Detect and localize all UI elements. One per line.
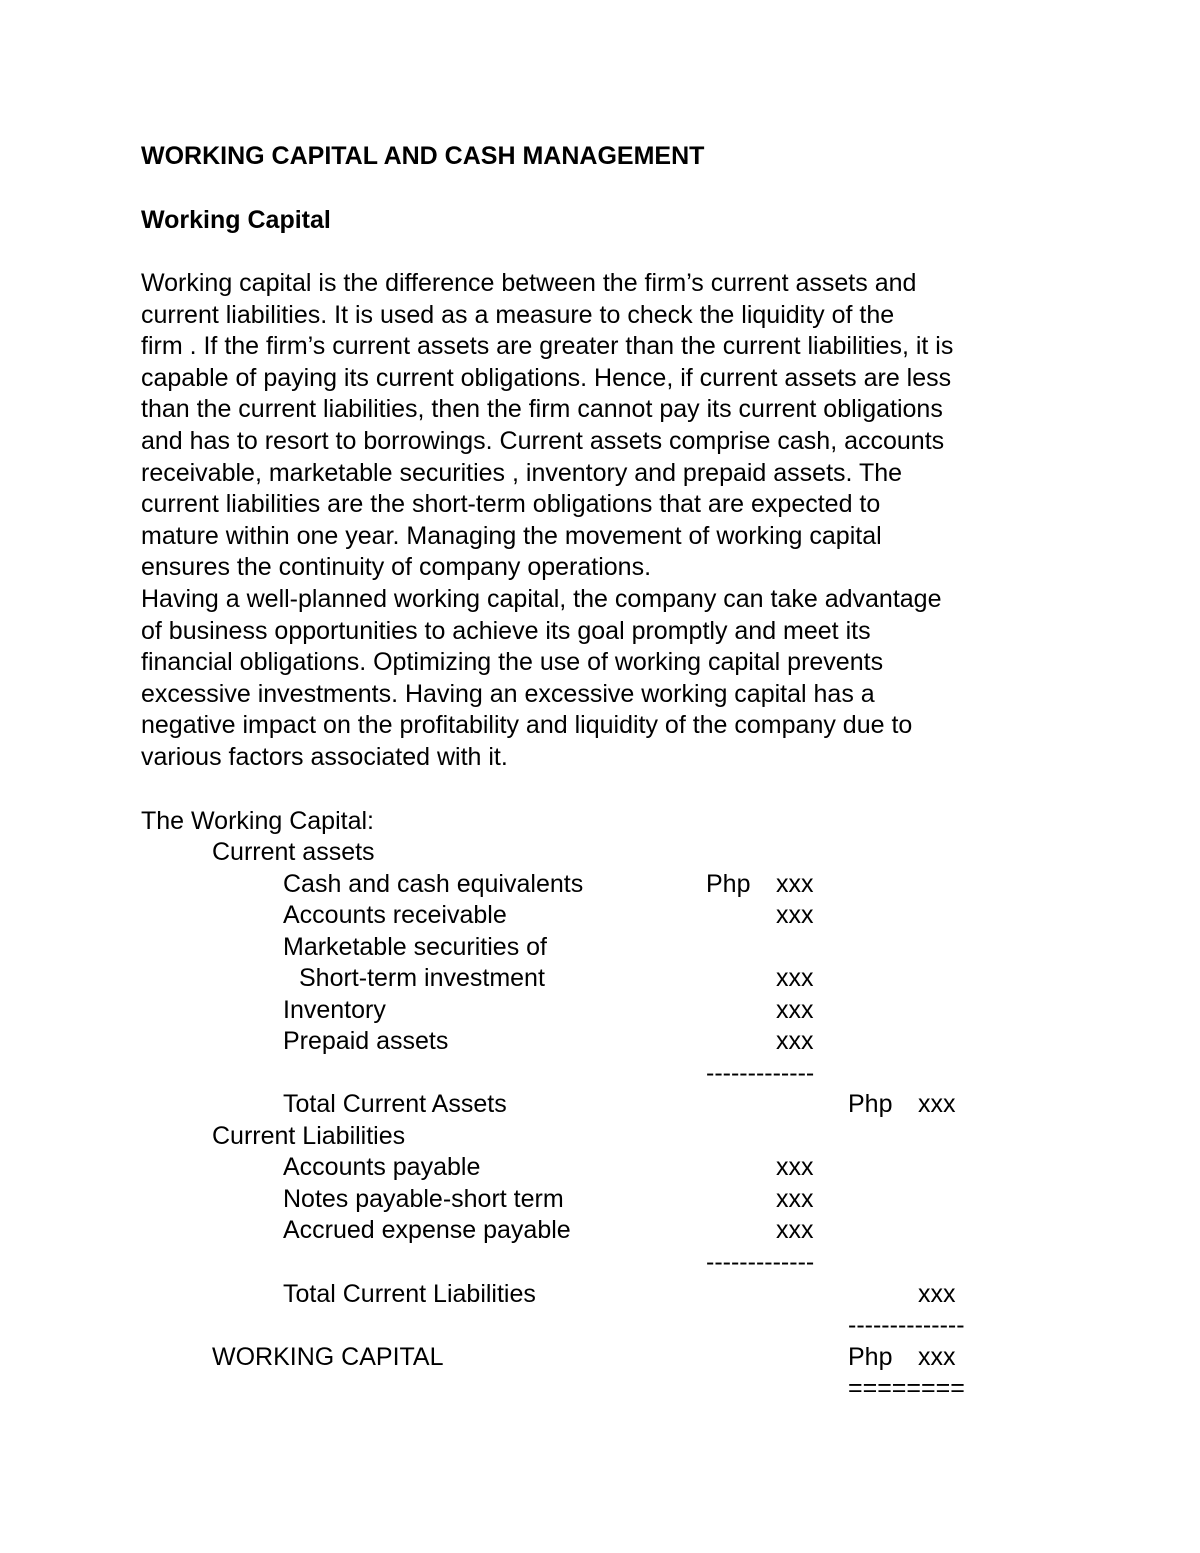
prepaid-amount: xxx bbox=[776, 1027, 814, 1055]
inventory-amount: xxx bbox=[776, 996, 814, 1024]
marketable-label-line1: Marketable securities of bbox=[283, 933, 548, 961]
paragraph-line: capable of paying its current obligations. Hence, if current assets are less bbox=[141, 363, 952, 392]
accounts-payable-label: Accounts payable bbox=[283, 1153, 481, 1181]
paragraph-line: negative impact on the profitability and liquidity of the company due to bbox=[141, 711, 913, 740]
subtotal-rule: ------------- bbox=[706, 1059, 815, 1087]
paragraph-line: than the current liabilities, then the firm cannot pay its current obligations bbox=[141, 395, 943, 424]
total-current-liabilities-amount: xxx bbox=[918, 1280, 956, 1308]
paragraph-line: of business opportunities to achieve its goal promptly and meet its bbox=[141, 616, 871, 645]
receivable-amount: xxx bbox=[776, 901, 814, 929]
paragraph-line: ensures the continuity of company operations. bbox=[141, 553, 652, 582]
current-assets-label: Current assets bbox=[212, 838, 375, 866]
working-capital-label: WORKING CAPITAL bbox=[212, 1343, 444, 1371]
paragraph-line: receivable, marketable securities , inventory and prepaid assets. The bbox=[141, 458, 903, 487]
marketable-label: Short-term investment bbox=[299, 964, 545, 992]
receivable-label: Accounts receivable bbox=[283, 901, 507, 929]
paragraph-line: and has to resort to borrowings. Current assets comprise cash, accounts bbox=[141, 426, 945, 455]
paragraph-line: firm . If the firm’s current assets are greater than the current liabilities, it is bbox=[141, 332, 954, 361]
working-capital-amount: xxx bbox=[918, 1343, 956, 1371]
accrued-expense-amount: xxx bbox=[776, 1216, 814, 1244]
paragraph-line: financial obligations. Optimizing the use of working capital prevents bbox=[141, 648, 884, 677]
cash-label: Cash and cash equivalents bbox=[283, 870, 584, 898]
prepaid-label: Prepaid assets bbox=[283, 1027, 449, 1055]
paragraph-line: current liabilities are the short-term obligations that are expected to bbox=[141, 490, 881, 519]
paragraph-line: current liabilities. It is used as a measure to check the liquidity of the bbox=[141, 300, 895, 329]
section-heading: Working Capital bbox=[141, 206, 331, 234]
paragraph-line: various factors associated with it. bbox=[141, 742, 508, 771]
total-current-assets-currency: Php bbox=[848, 1090, 893, 1118]
statement-heading: The Working Capital: bbox=[141, 807, 374, 835]
document-title: WORKING CAPITAL AND CASH MANAGEMENT bbox=[141, 142, 705, 170]
paragraph-line: excessive investments. Having an excessive working capital has a bbox=[141, 679, 875, 708]
working-capital-currency: Php bbox=[848, 1343, 893, 1371]
total-current-assets-label: Total Current Assets bbox=[283, 1090, 507, 1118]
accrued-expense-label: Accrued expense payable bbox=[283, 1216, 571, 1244]
double-rule: ======== bbox=[848, 1374, 965, 1402]
paragraph-line: Having a well-planned working capital, the company can take advantage bbox=[141, 584, 942, 613]
total-current-liabilities-label: Total Current Liabilities bbox=[283, 1280, 536, 1308]
cash-currency: Php bbox=[706, 870, 751, 898]
subtotal-rule: ------------- bbox=[706, 1248, 815, 1276]
marketable-amount: xxx bbox=[776, 964, 814, 992]
total-rule: -------------- bbox=[848, 1311, 965, 1339]
total-current-assets-amount: xxx bbox=[918, 1090, 956, 1118]
notes-payable-label: Notes payable-short term bbox=[283, 1185, 564, 1213]
notes-payable-amount: xxx bbox=[776, 1185, 814, 1213]
accounts-payable-amount: xxx bbox=[776, 1153, 814, 1181]
paragraph-line: Working capital is the difference between the firm’s current assets and bbox=[141, 269, 917, 297]
paragraph-line: mature within one year. Managing the movement of working capital bbox=[141, 521, 882, 550]
cash-amount: xxx bbox=[776, 870, 814, 898]
current-liabilities-label: Current Liabilities bbox=[212, 1122, 406, 1150]
inventory-label: Inventory bbox=[283, 996, 386, 1024]
